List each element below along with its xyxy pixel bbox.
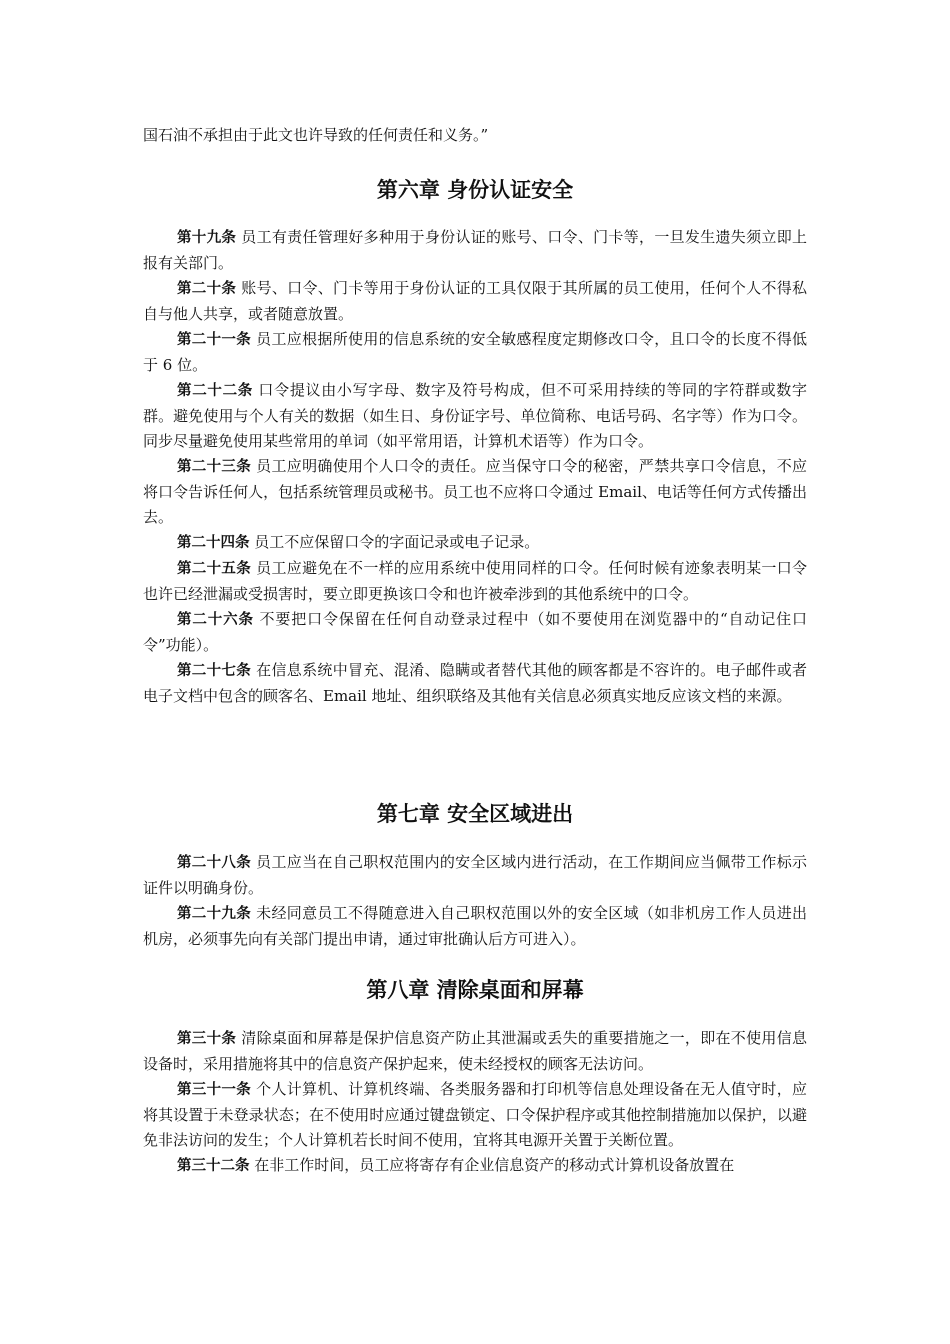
article-text: 清除桌面和屏幕是保护信息资产防止其泄漏或丢失的重要措施之一，即在不使用信息设备时，采用措施将其中的信息资产保护起来，使未经授权的顾客无法访问。	[143, 1029, 808, 1073]
article-19	[143, 225, 807, 276]
article-22	[143, 378, 807, 454]
intro-block	[143, 123, 807, 148]
article-text: 个人计算机、计算机终端、各类服务器和打印机等信息处理设备在无人值守时，应将其设置于未登录状态；在不使用时应通过键盘锁定、口令保护程序或其他控制措施加以保护，以避免非法访问的发生；个人计算机若长时间不使用，宜将其电源开关置于关断位置。	[143, 1080, 808, 1149]
chapter-8-body	[143, 1026, 807, 1179]
article-text: 口令提议由小写字母、数字及符号构成，但不可采用持续的等同的字符群或数字群。避免使用与个人有关的数据（如生日、身份证字号、单位简称、电话号码、名字等）作为口令。同步尽量避免使用某些常用的单词（如平常用语，计算机术语等）作为口令。	[143, 381, 807, 450]
article-text: 员工应根据所使用的信息系统的安全敏感程度定期修改口令，且口令的长度不得低于 6 位。	[143, 330, 808, 374]
article-26	[143, 607, 807, 658]
article-label: 第二十条	[177, 281, 237, 297]
article-23	[143, 454, 807, 530]
article-text: 员工应避免在不一样的应用系统中使用同样的口令。任何时候有迹象表明某一口令也许已经泄漏或受损害时，要立即更换该口令和也许被牵涉到的其他系统中的口令。	[143, 559, 808, 603]
article-24	[143, 530, 807, 556]
article-text: 员工应当在自己职权范围内的安全区域内进行活动，在工作期间应当佩带工作标示证件以明确身份。	[143, 853, 808, 897]
chapter-7-body	[143, 850, 807, 952]
article-30	[143, 1026, 807, 1077]
article-text: 员工应明确使用个人口令的责任。应当保守口令的秘密，严禁共享口令信息，不应将口令告诉任何人，包括系统管理员或秘书。员工也不应将口令通过 Email、电话等任何方式传播出去。	[143, 457, 808, 526]
article-label: 第二十三条	[177, 459, 252, 475]
chapter-8-title: 第八章 清除桌面和屏幕	[366, 978, 584, 1002]
chapter-7-title: 第七章 安全区域进出	[376, 802, 574, 826]
article-text: 账号、口令、门卡等用于身份认证的工具仅限于其所属的员工使用，任何个人不得私自与他人共享，或者随意放置。	[143, 279, 808, 323]
article-21	[143, 327, 807, 378]
article-label: 第二十九条	[177, 906, 252, 922]
article-label: 第二十四条	[177, 535, 250, 551]
article-label: 第三十条	[177, 1031, 237, 1047]
article-28	[143, 850, 807, 901]
article-label: 第二十五条	[177, 561, 252, 577]
article-27	[143, 658, 807, 709]
article-text: 员工有责任管理好多种用于身份认证的账号、口令、门卡等，一旦发生遗失须立即上报有关部门。	[143, 228, 808, 272]
article-29	[143, 901, 807, 952]
article-label: 第二十八条	[177, 855, 252, 871]
article-25	[143, 556, 807, 607]
article-label: 第十九条	[177, 230, 237, 246]
article-label: 第三十二条	[177, 1158, 250, 1174]
article-label: 第二十六条	[177, 612, 254, 628]
article-text: 不要把口令保留在任何自动登录过程中（如不要使用在浏览器中的“自动记住口令”功能）。	[143, 610, 807, 654]
article-32	[143, 1153, 807, 1179]
article-text: 在信息系统中冒充、混淆、隐瞒或者替代其他的顾客都是不容许的。电子邮件或者电子文档中包含的顾客名、Email 地址、组织联络及其他有关信息必须真实地反应该文档的来源。	[143, 661, 808, 705]
chapter-6-title: 第六章 身份认证安全	[376, 178, 574, 202]
chapter-6-body	[143, 225, 807, 709]
intro-paragraph: 国石油不承担由于此文也许导致的任何责任和义务。”	[143, 126, 489, 144]
article-label: 第二十七条	[177, 663, 252, 679]
article-31	[143, 1077, 807, 1153]
article-text: 未经同意员工不得随意进入自己职权范围以外的安全区域（如非机房工作人员进出机房，必须事先向有关部门提出申请，通过审批确认后方可进入）。	[143, 904, 808, 948]
article-label: 第二十二条	[177, 383, 253, 399]
article-label: 第二十一条	[177, 332, 252, 348]
article-20	[143, 276, 807, 327]
article-label: 第三十一条	[177, 1082, 252, 1098]
article-text: 员工不应保留口令的字面记录或电子记录。	[249, 533, 540, 551]
article-text: 在非工作时间，员工应将寄存有企业信息资产的移动式计算机设备放置在	[249, 1156, 735, 1174]
